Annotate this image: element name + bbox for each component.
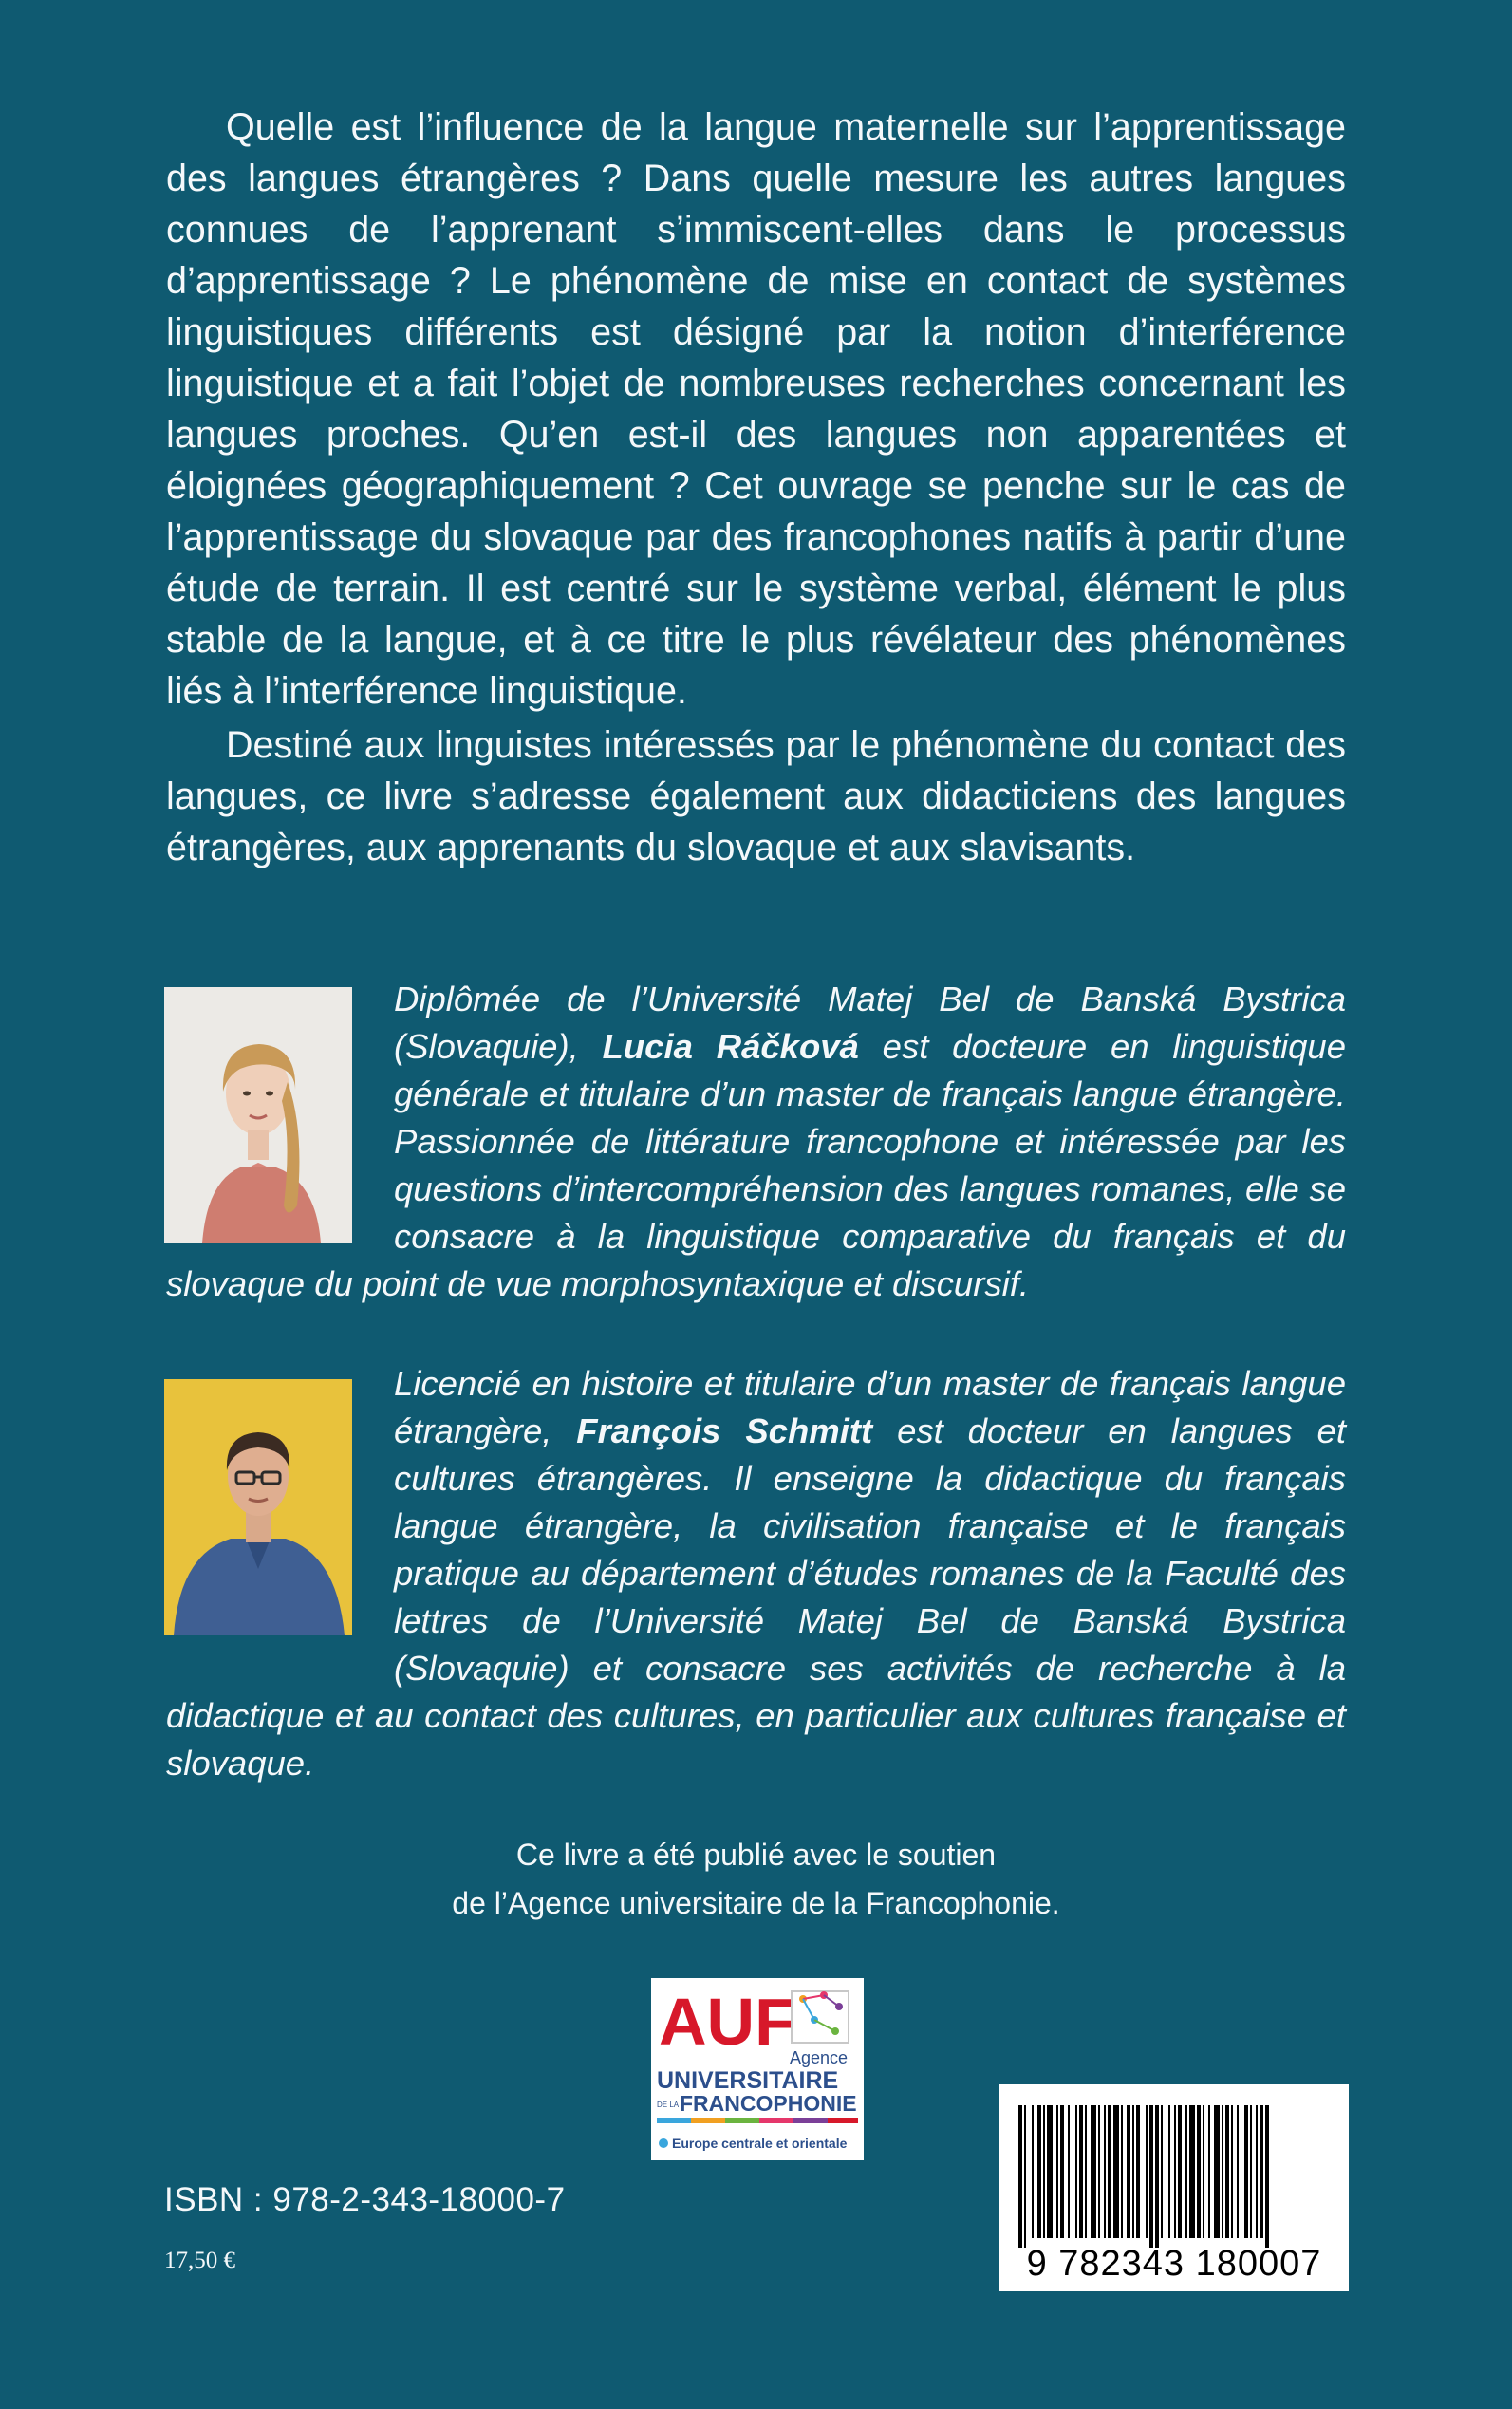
barcode-bar	[1231, 2105, 1233, 2238]
barcode-bar	[1155, 2105, 1159, 2248]
barcode-bar	[1197, 2105, 1201, 2238]
barcode-bar	[1149, 2105, 1153, 2248]
barcode-bar	[1043, 2105, 1045, 2238]
auf-region: Europe centrale et orientale	[672, 2136, 848, 2151]
barcode-bar	[1146, 2105, 1148, 2238]
barcode-bar	[1121, 2105, 1123, 2238]
isbn: ISBN : 978-2-343-18000-7	[164, 2181, 566, 2218]
barcode-bar	[1032, 2105, 1034, 2238]
bio-text-after: est docteur en langues et cultures étrangères. Il enseigne la didactique du français langue étrangère, la civilisation française et le français pratique au département d’études romanes de la Faculté des lettres de l’Université Matej Bel de Banská Bystrica (Slovaquie) et consacre ses activités de recherche à la didactique et au contact des cultures, en particulier aux cultures française et slovaque.	[166, 1411, 1346, 1783]
barcode-bar	[1185, 2105, 1187, 2238]
barcode-bar	[1265, 2105, 1269, 2248]
auf-acronym: AUF	[659, 1985, 795, 2059]
author-bio-francois-schmitt	[166, 1360, 1346, 1787]
support-line-2: de l’Agence universitaire de la Francophonie.	[452, 1886, 1060, 1920]
barcode-bar	[1178, 2105, 1182, 2238]
barcode-bar	[1256, 2105, 1258, 2238]
price: 17,50 €	[164, 2248, 235, 2273]
barcode-bar	[1203, 2105, 1204, 2238]
auf-network-icon	[792, 1991, 849, 2043]
barcode-bar	[1225, 2105, 1229, 2238]
barcode-bar	[1075, 2105, 1077, 2238]
bio-text-before: Licencié en histoire et titulaire d’un master de français langue étrangère,	[394, 1364, 1346, 1450]
auf-universitaire: UNIVERSITAIRE	[657, 2067, 839, 2094]
barcode-bar	[1108, 2105, 1111, 2238]
barcode-bar	[1132, 2105, 1134, 2238]
support-notice	[0, 1831, 1512, 1928]
author-name: Lucia Ráčková	[602, 1027, 859, 1066]
barcode-bar	[1208, 2105, 1210, 2238]
barcode-bar	[1250, 2105, 1252, 2238]
auf-logo	[651, 1978, 864, 2160]
barcode-bar	[1018, 2105, 1022, 2248]
bio-text-before: Diplômée de l’Université Matej Bel de Banská Bystrica (Slovaquie),	[394, 980, 1346, 1066]
barcode-bar	[1104, 2105, 1106, 2238]
barcode-bar	[1168, 2105, 1170, 2238]
barcode-bar	[1189, 2105, 1195, 2238]
barcode-bar	[1098, 2105, 1100, 2238]
barcode-bar	[1056, 2105, 1058, 2238]
auf-de-la: DE LA	[657, 2101, 680, 2109]
barcode-bar	[1068, 2105, 1070, 2238]
barcode-bar	[1244, 2105, 1248, 2238]
barcode-digits: 9 782343 180007	[1026, 2244, 1322, 2284]
barcode-bar	[1136, 2105, 1140, 2238]
barcode-bar	[1047, 2105, 1053, 2238]
auf-francophonie: FRANCOPHONIE	[680, 2091, 857, 2116]
barcode-bar	[1024, 2105, 1026, 2248]
support-line-1: Ce livre a été publié avec le soutien	[515, 1838, 997, 1872]
barcode-bar	[1222, 2105, 1223, 2238]
barcode-bar	[1085, 2105, 1087, 2238]
barcode-bar	[1161, 2105, 1163, 2238]
summary-paragraph-1: Quelle est l’influence de la langue maternelle sur l’apprentissage des langues étrangères ? Dans quelle mesure les autres langues connues de l’apprenant s’immiscent-elles dans le processus d’apprentissage ? Le phénomène de mise en contact de systèmes linguistiques différents est désigné par la notion d’interférence linguistique et a fait l’objet de nombreuses recherches concernant les langues proches. Qu’en est-il des langues non apparentées et éloignées géographiquement ? Cet ouvrage se penche sur le cas de l’apprentissage du slovaque par des francophones natifs à partir d’une étude de terrain. Il est centré sur le système verbal, élément le plus stable de la langue, et à ce titre le plus révélateur des phénomènes liés à l’interférence linguistique.	[166, 106, 1346, 712]
barcode-bar	[1113, 2105, 1119, 2238]
barcode	[999, 2084, 1349, 2291]
barcode-bar	[1260, 2105, 1263, 2238]
barcode-bar	[1091, 2105, 1096, 2238]
auf-agence: Agence	[790, 2048, 849, 2067]
barcode-bar	[1214, 2105, 1220, 2238]
barcode-bar	[1060, 2105, 1064, 2238]
barcode-bar	[1079, 2105, 1083, 2238]
barcode-bar	[1174, 2105, 1176, 2238]
bio-text-after: est docteure en linguistique générale et titulaire d’un master de français langue étrangère. Passionnée de littérature francophone et intéressée par les questions d’intercompréhension des langues romanes, elle se consacre à la linguistique comparative du français et du slovaque du point de vue morphosyntaxique et discursif.	[166, 1027, 1346, 1303]
summary-paragraph-2: Destiné aux linguistes intéressés par le phénomène du contact des langues, ce livre s’adresse également aux didacticiens des langues étrangères, aux apprenants du slovaque et aux slavisants.	[166, 724, 1346, 868]
author-name: François Schmitt	[576, 1411, 873, 1450]
barcode-bar	[1237, 2105, 1239, 2238]
barcode-bar	[1127, 2105, 1130, 2238]
author-bio-lucia-rackova	[166, 976, 1346, 1308]
barcode-bar	[1037, 2105, 1041, 2238]
